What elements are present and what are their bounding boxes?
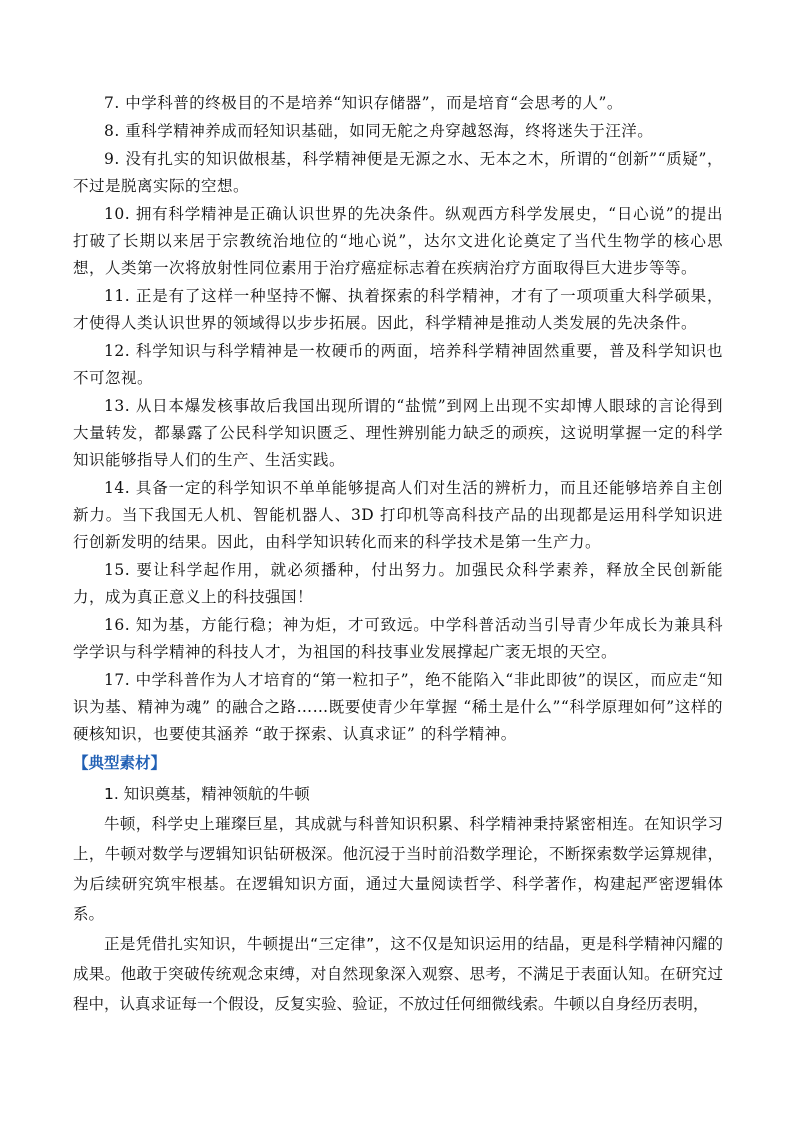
list-item-10: 10. 拥有科学精神是正确认识世界的先决条件。纵观西方科学发展史，“日心说”的提出打破了长期以来居于宗教统治地位的“地心说”，达尔文进化论奠定了当代生物学的核心思想，人类第一次将放射性同位素用于治疗癌症标志着在疾病治疗方面取得巨大进步等等。 (73, 205, 723, 277)
list-item-16: 16. 知为基，方能行稳；神为炬，才可致远。中学科普活动当引导青少年成长为兼具科学学识与科学精神的科技人才，为祖国的科技事业发展撑起广袤无垠的天空。 (73, 616, 723, 661)
list-item-15: 15. 要让科学起作用，就必须播种，付出努力。加强民众科学素养，释放全民创新能力，成为真正意义上的科技强国！ (73, 561, 723, 606)
list-item-11: 11. 正是有了这样一种坚持不懈、执着探索的科学精神，才有了一项项重大科学硕果，才使得人类认识世界的领域得以步步拓展。因此，科学精神是推动人类发展的先决条件。 (73, 287, 723, 332)
material-subtitle: 1. 知识奠基，精神领航的牛顿 (104, 785, 310, 803)
list-item-9: 9. 没有扎实的知识做根基，科学精神便是无源之水、无本之木，所谓的“创新”“质疑”，不过是脱离实际的空想。 (73, 150, 723, 195)
list-item-12: 12. 科学知识与科学精神是一枚硬币的两面，培养科学精神固然重要，普及科学知识也不可忽视。 (73, 342, 723, 387)
section-header: 【典型素材】 (73, 754, 167, 772)
list-item-8: 8. 重科学精神养成而轻知识基础，如同无舵之舟穿越怒海，终将迷失于汪洋。 (104, 122, 654, 140)
material-paragraph: 正是凭借扎实知识，牛顿提出“三定律”，这不仅是知识运用的结晶，更是科学精神闪耀的成果。他敢于突破传统观念束缚，对自然现象深入观察、思考，不满足于表面认知。在研究过程中，认真求证每一个假设，反复实验、验证，不放过任何细微线索。牛顿以自身经历表明， (73, 935, 723, 1013)
list-item-17: 17. 中学科普作为人才培育的“第一粒扣子”，绝不能陷入“非此即彼”的误区，而应走“知识为基、精神为魂” 的融合之路……既要使青少年掌握 “稀土是什么”“科学原理如何”这样的硬核知识，也要使其涵养 “敢于探索、认真求证” 的科学精神。 (73, 671, 723, 743)
list-item-7: 7. 中学科普的终极目的不是培养“知识存储器”，而是培育“会思考的人”。 (104, 94, 623, 112)
material-paragraph: 牛顿，科学史上璀璨巨星，其成就与科普知识积累、科学精神秉持紧密相连。在知识学习上，牛顿对数学与逻辑知识钻研极深。他沉浸于当时前沿数学理论，不断探索数学运算规律，为后续研究筑牢根基。在逻辑知识方面，通过大量阅读哲学、科学著作，构建起严密逻辑体系。 (73, 815, 723, 923)
document-content (73, 90, 723, 1019)
list-item-13: 13. 从日本爆发核事故后我国出现所谓的“盐慌”到网上出现不实却博人眼球的言论得到大量转发，都暴露了公民科学知识匮乏、理性辨别能力缺乏的顽疾，这说明掌握一定的科学知识能够指导人们的生产、生活实践。 (73, 397, 723, 469)
list-item-14: 14. 具备一定的科学知识不单单能够提高人们对生活的辨析力，而且还能够培养自主创新力。当下我国无人机、智能机器人、3D 打印机等高科技产品的出现都是运用科学知识进行创新发明的结果。因此，由科学知识转化而来的科学技术是第一生产力。 (73, 479, 723, 551)
